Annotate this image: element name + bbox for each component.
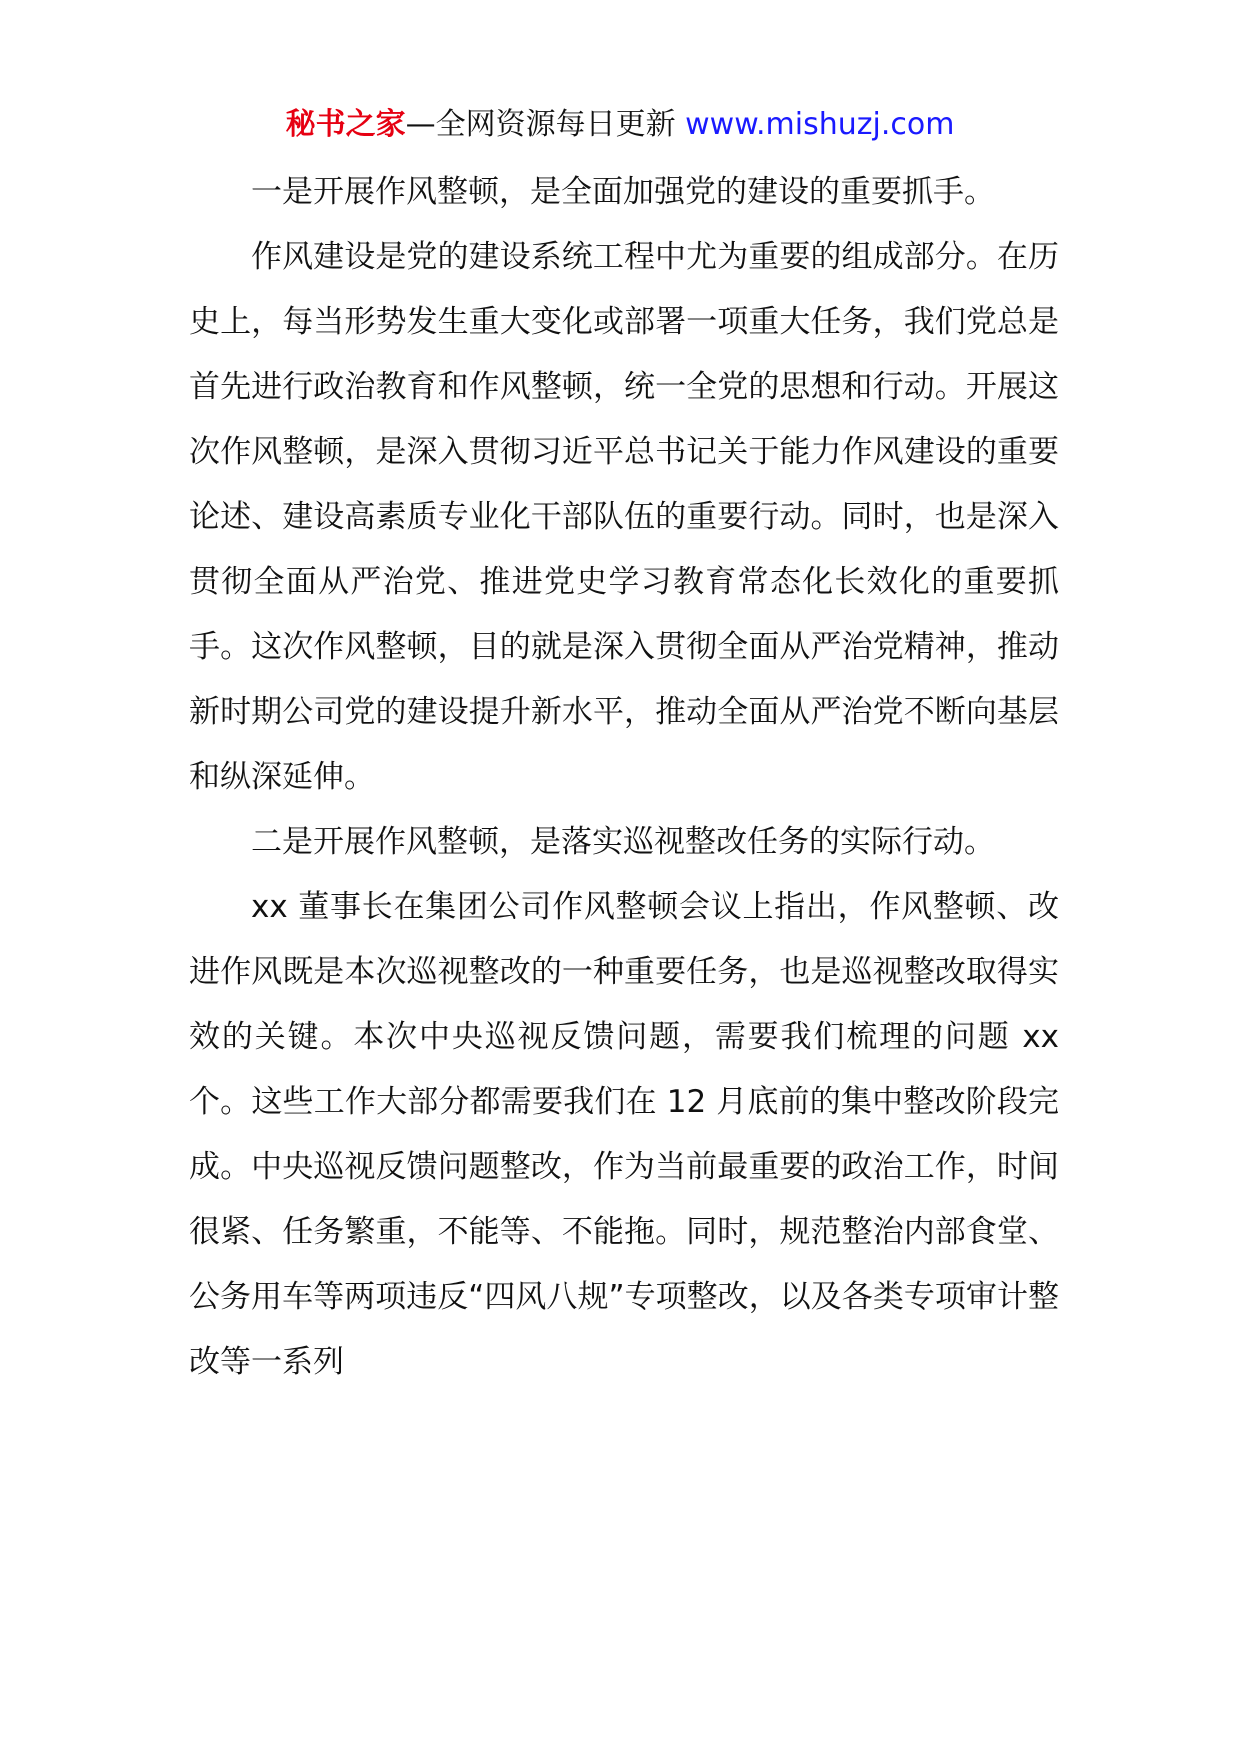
paragraph-heading-two: 二是开展作风整顿，是落实巡视整改任务的实际行动。 (251, 824, 995, 860)
header-url-link[interactable]: www.mishuzj.com (685, 107, 955, 142)
document-body (189, 160, 1059, 1395)
brand-name: 秘书之家 (285, 107, 406, 142)
paragraph-body-one: 作风建设是党的建设系统工程中尤为重要的组成部分。在历史上，每当形势发生重大变化或部署一项重大任务，我们党总是首先进行政治教育和作风整顿，统一全党的思想和行动。开展这次作风整顿，是深入贯彻习近平总书记关于能力作风建设的重要论述、建设高素质专业化干部队伍的重要行动。同时，也是深入贯彻全面从严治党、推进党史学习教育常态化长效化的重要抓手。这次作风整顿，目的就是深入贯彻全面从严治党精神，推动新时期公司党的建设提升新水平，推动全面从严治党不断向基层和纵深延伸。 (189, 239, 1059, 795)
paragraph-body-two: xx 董事长在集团公司作风整顿会议上指出，作风整顿、改进作风既是本次巡视整改的一种重要任务，也是巡视整改取得实效的关键。本次中央巡视反馈问题，需要我们梳理的问题 xx 个。这些工作大部分都需要我们在 12 月底前的集中整改阶段完成。中央巡视反馈问题整改，作为当前最重要的政治工作，时间很紧、任务繁重，不能等、不能拖。同时，规范整治内部食堂、公务用车等两项违反“四风八规”专项整改，以及各类专项审计整改等一系列 (189, 889, 1059, 1380)
header-tagline: —全网资源每日更新 (405, 107, 686, 142)
paragraph-heading-one: 一是开展作风整顿，是全面加强党的建设的重要抓手。 (251, 174, 995, 210)
page-header (0, 100, 1240, 150)
